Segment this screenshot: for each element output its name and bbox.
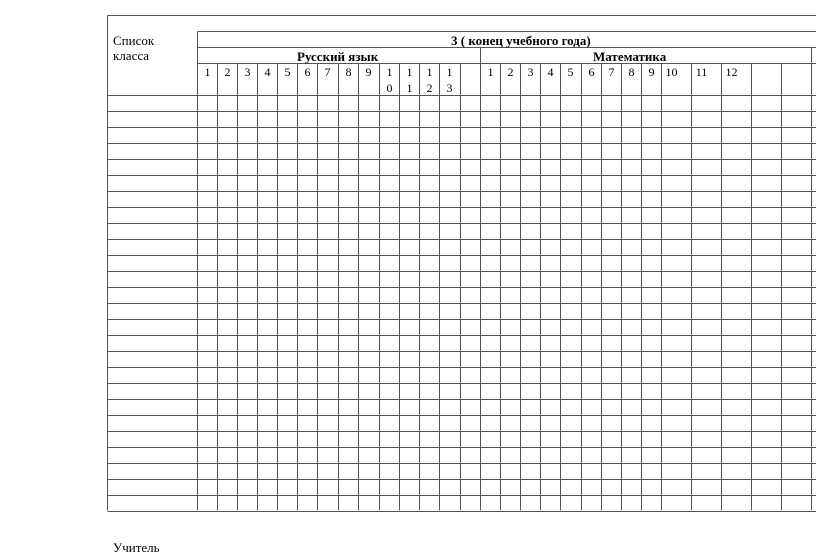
math-column-number: 12 — [725, 65, 738, 79]
math-column-number: 3 — [527, 65, 534, 79]
russian-column-number: 2 — [224, 65, 231, 79]
russian-column-number: 7 — [324, 65, 331, 79]
subject-russian: Русский язык — [297, 49, 379, 64]
russian-column-number: 1 — [204, 65, 211, 79]
math-column-number: 8 — [628, 65, 635, 79]
math-column-number: 5 — [567, 65, 574, 79]
russian-column-number: 1 3 — [446, 65, 453, 95]
math-column-number: 1 — [487, 65, 494, 79]
list-header-line2: класса — [113, 48, 150, 63]
subject-math: Математика — [593, 49, 667, 64]
russian-column-number: 1 2 — [426, 65, 433, 95]
russian-column-number: 8 — [345, 65, 352, 79]
list-header-line1: Список — [113, 33, 155, 48]
math-column-number: 9 — [648, 65, 655, 79]
math-column-number: 2 — [507, 65, 514, 79]
russian-column-number: 3 — [244, 65, 251, 79]
period-title: 3 ( конец учебного года) — [451, 33, 591, 48]
math-column-number: 4 — [547, 65, 554, 79]
teacher-label: Учитель — [113, 540, 160, 555]
math-column-number: 10 — [665, 65, 678, 79]
math-column-number: 7 — [608, 65, 615, 79]
russian-column-number: 1 0 — [386, 65, 393, 95]
russian-column-number: 9 — [365, 65, 372, 79]
russian-column-number: 1 1 — [406, 65, 413, 95]
russian-column-number: 4 — [264, 65, 271, 79]
russian-column-number: 6 — [304, 65, 311, 79]
math-column-number: 11 — [695, 65, 708, 79]
math-column-number: 6 — [588, 65, 595, 79]
russian-column-number: 5 — [284, 65, 291, 79]
